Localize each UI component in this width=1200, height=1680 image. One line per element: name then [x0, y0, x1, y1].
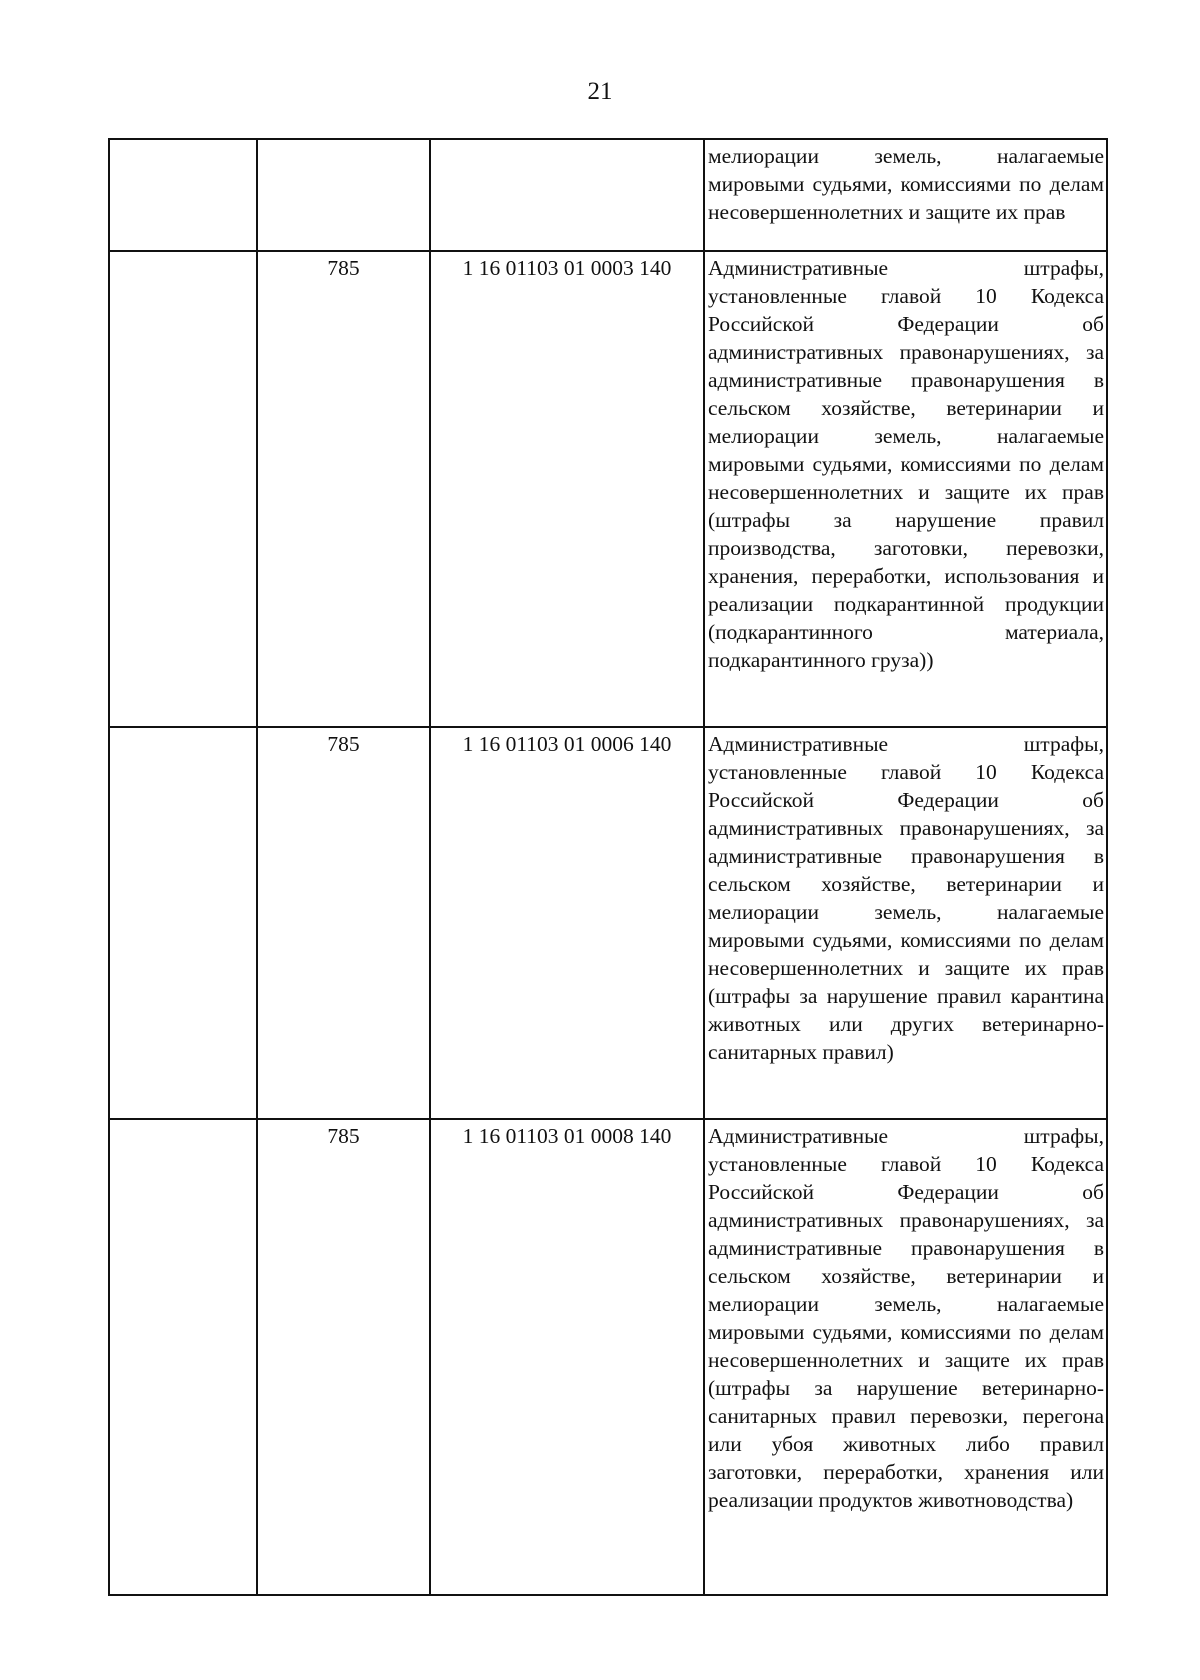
name-cell	[704, 139, 1107, 251]
revenue-codes-table	[108, 138, 1108, 1596]
table-cell-blank	[109, 727, 257, 1119]
name-cell	[704, 1119, 1107, 1595]
admin-code-cell: 785	[257, 251, 430, 727]
name-text: мелиорации земель, налагаемые мировыми судьями, комиссиями по делам несовершеннолетних и защите их прав	[708, 144, 1104, 224]
kbk-code-cell: 1 16 01103 01 0003 140	[430, 251, 704, 727]
table-row	[109, 1119, 1107, 1595]
name-text: Административные штрафы, установленные главой 10 Кодекса Российской Федерации об административных правонарушениях, за административные правонарушения в сельском хозяйстве, ветеринарии и мелиорации земель, налагаемые мировыми судьями, комиссиями по делам несовершеннолетних и защите их прав (штрафы за нарушение ветеринарно-санитарных правил перевозки, перегона или убоя животных либо правил заготовки, переработки, хранения или реализации продуктов животноводства)	[708, 1124, 1104, 1512]
admin-code-cell: 785	[257, 727, 430, 1119]
name-text: Административные штрафы, установленные главой 10 Кодекса Российской Федерации об административных правонарушениях, за административные правонарушения в сельском хозяйстве, ветеринарии и мелиорации земель, налагаемые мировыми судьями, комиссиями по делам несовершеннолетних и защите их прав (штрафы за нарушение правил карантина животных или других ветеринарно-санитарных правил)	[708, 732, 1104, 1064]
kbk-code-cell: 1 16 01103 01 0008 140	[430, 1119, 704, 1595]
name-text: Административные штрафы, установленные главой 10 Кодекса Российской Федерации об административных правонарушениях, за административные правонарушения в сельском хозяйстве, ветеринарии и мелиорации земель, налагаемые мировыми судьями, комиссиями по делам несовершеннолетних и защите их прав (штрафы за нарушение правил производства, заготовки, перевозки, хранения, переработки, использования и реализации подкарантинной продукции (подкарантинного материала, подкарантинного груза))	[708, 256, 1104, 672]
table-cell-blank	[109, 1119, 257, 1595]
name-cell	[704, 251, 1107, 727]
table-row	[109, 251, 1107, 727]
table-row	[109, 727, 1107, 1119]
table-cell-blank	[109, 139, 257, 251]
kbk-code-cell	[430, 139, 704, 251]
table-row	[109, 139, 1107, 251]
kbk-code-cell: 1 16 01103 01 0006 140	[430, 727, 704, 1119]
page-number: 21	[587, 78, 613, 105]
admin-code-cell: 785	[257, 1119, 430, 1595]
admin-code-cell	[257, 139, 430, 251]
table-cell-blank	[109, 251, 257, 727]
name-cell	[704, 727, 1107, 1119]
